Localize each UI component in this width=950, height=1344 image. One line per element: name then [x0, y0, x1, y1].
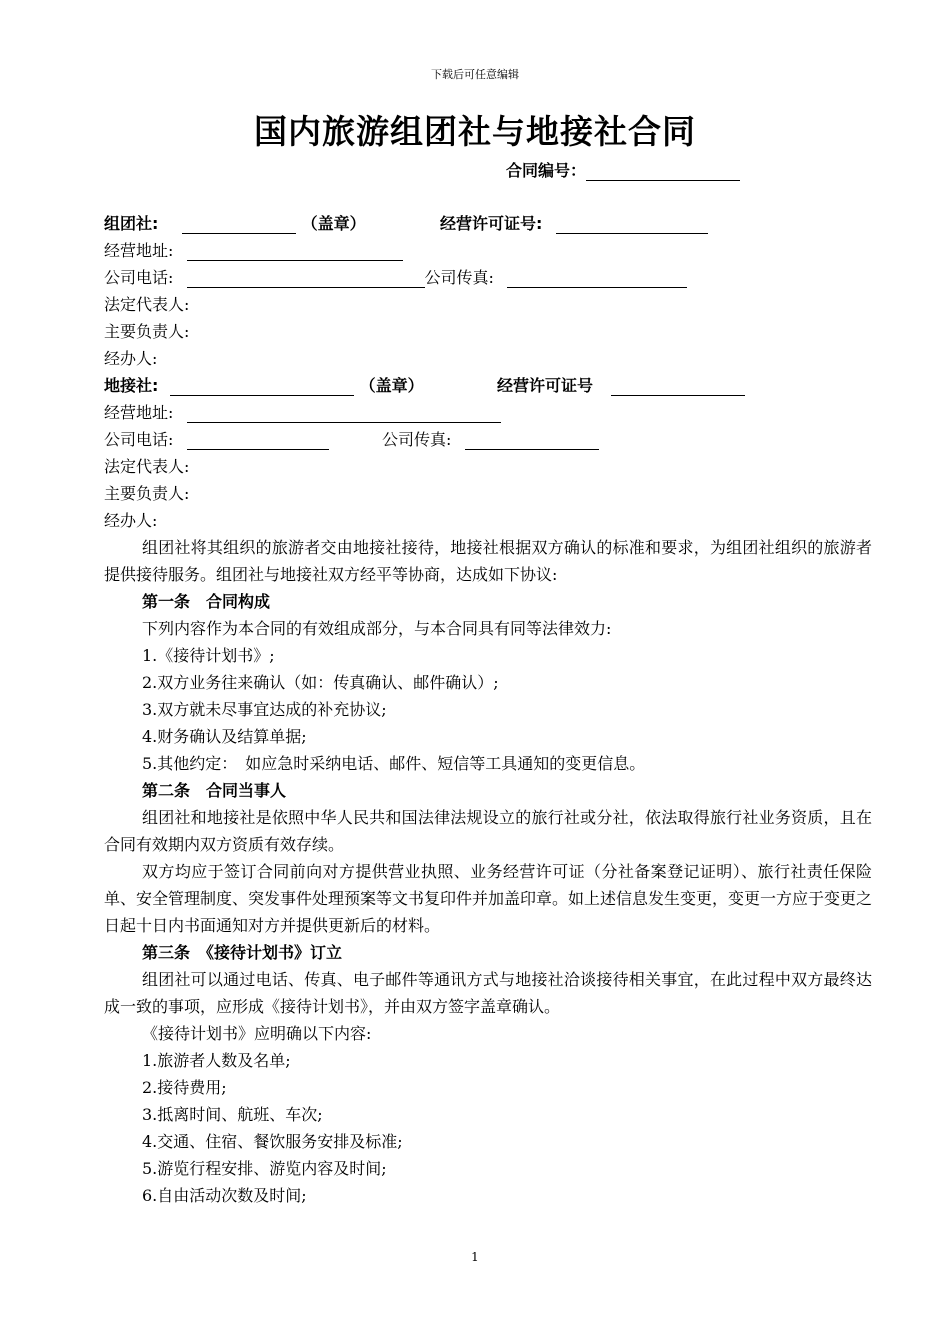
organizer-label: 组团社: — [104, 214, 159, 233]
article2-heading: 第二条 合同当事人 — [142, 781, 287, 800]
header-note: 下载后可任意编辑 — [431, 68, 519, 81]
organizer-name-blank[interactable] — [182, 217, 296, 234]
article1-item: 1.《接待计划书》; — [142, 646, 275, 665]
intro-paragraph: 组团社将其组织的旅游者交由地接社接待，地接社根据双方确认的标准和要求，为组团社组织的旅游者提供接待服务。组团社与地接社双方经平等协商，达成如下协议: — [104, 538, 872, 584]
organizer-address-row — [104, 238, 403, 261]
article1-item: 4.财务确认及结算单据; — [142, 727, 307, 746]
local-license-label: 经营许可证号 — [497, 376, 594, 395]
organizer-handler: 经办人: — [104, 349, 158, 368]
article2-paragraph-2: 双方均应于签订合同前向对方提供营业执照、业务经营许可证（分社备案登记证明）、旅行社责任保险单、安全管理制度、突发事件处理预案等文书复印件并加盖印章。如上述信息发生变更，变更一方应于变更之日起十日内书面通知对方并提供更新后的材料。 — [104, 862, 873, 935]
local-handler: 经办人: — [104, 511, 158, 530]
article3-heading: 第三条 《接待计划书》订立 — [142, 943, 343, 962]
article3-item: 5.游览行程安排、游览内容及时间; — [142, 1159, 387, 1178]
contract-number-label: 合同编号： — [506, 161, 587, 180]
local-license-row — [497, 373, 745, 396]
organizer-legal-rep: 法定代表人: — [104, 295, 190, 314]
article1-heading: 第一条 合同构成 — [142, 592, 271, 611]
organizer-address-label: 经营地址: — [104, 241, 174, 260]
organizer-manager: 主要负责人: — [104, 322, 190, 341]
organizer-phone-label: 公司电话: — [104, 268, 174, 287]
article1-item: 2.双方业务往来确认（如：传真确认、邮件确认）; — [142, 673, 499, 692]
local-address-label: 经营地址: — [104, 403, 174, 422]
contract-number-field — [506, 158, 740, 181]
local-fax-blank[interactable] — [465, 433, 599, 450]
article1-item: 5.其他约定： 如应急时采纳电话、邮件、短信等工具通知的变更信息。 — [142, 754, 646, 773]
local-seal: （盖章） — [359, 376, 424, 395]
article3-item: 4.交通、住宿、餐饮服务安排及标准; — [142, 1132, 403, 1151]
local-phone-row — [104, 427, 329, 450]
organizer-fax-blank[interactable] — [507, 271, 687, 288]
article1-item: 3.双方就未尽事宜达成的补充协议; — [142, 700, 387, 719]
page-number: 1 — [471, 1250, 479, 1264]
local-license-blank[interactable] — [611, 379, 745, 396]
article2-paragraph-1: 组团社和地接社是依照中华人民共和国法律法规设立的旅行社或分社，依法取得旅行社业务资质，且在合同有效期内双方资质有效存续。 — [104, 808, 872, 854]
article3-item: 1.旅游者人数及名单; — [142, 1051, 291, 1070]
local-name-blank[interactable] — [170, 379, 354, 396]
organizer-phone-row — [104, 265, 687, 288]
local-fax-row — [382, 427, 599, 450]
local-fax-label: 公司传真: — [382, 430, 452, 449]
article1-lead: 下列内容作为本合同的有效组成部分，与本合同具有同等法律效力: — [142, 619, 612, 638]
local-address-row — [104, 400, 501, 423]
organizer-license-label: 经营许可证号: — [440, 214, 543, 233]
local-phone-label: 公司电话: — [104, 430, 174, 449]
local-name-row — [104, 373, 424, 396]
organizer-name-row — [104, 211, 366, 234]
contract-number-blank[interactable] — [586, 164, 740, 181]
organizer-address-blank[interactable] — [187, 244, 403, 261]
local-legal-rep: 法定代表人: — [104, 457, 190, 476]
local-address-blank[interactable] — [187, 406, 501, 423]
article3-lead: 《接待计划书》应明确以下内容: — [142, 1024, 372, 1043]
organizer-fax-label: 公司传真: — [424, 268, 494, 287]
organizer-license-row — [440, 211, 708, 234]
local-label: 地接社: — [104, 376, 159, 395]
organizer-phone-blank[interactable] — [187, 271, 425, 288]
organizer-license-blank[interactable] — [556, 217, 708, 234]
local-manager: 主要负责人: — [104, 484, 190, 503]
article3-paragraph-1: 组团社可以通过电话、传真、电子邮件等通讯方式与地接社洽谈接待相关事宜，在此过程中双方最终达成一致的事项，应形成《接待计划书》，并由双方签字盖章确认。 — [104, 970, 872, 1016]
article3-item: 3.抵离时间、航班、车次; — [142, 1105, 323, 1124]
organizer-seal: （盖章） — [301, 214, 366, 233]
article3-item: 2.接待费用; — [142, 1078, 227, 1097]
document-title: 国内旅游组团社与地接社合同 — [254, 112, 696, 151]
article3-item: 6.自由活动次数及时间; — [142, 1186, 307, 1205]
local-phone-blank[interactable] — [187, 433, 329, 450]
